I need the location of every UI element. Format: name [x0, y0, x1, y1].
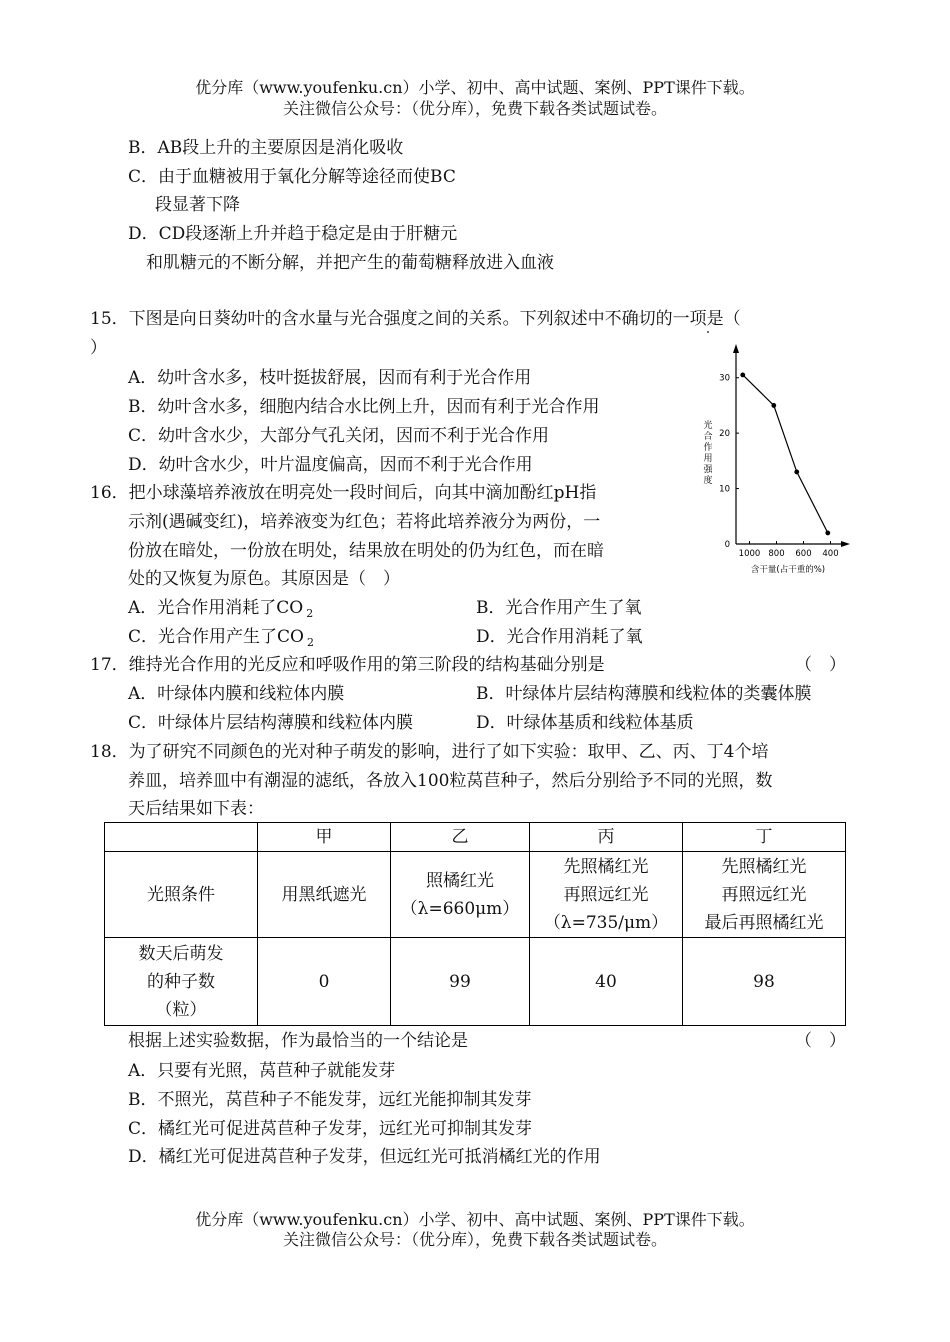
subscript-2: 2	[306, 607, 314, 620]
table-corner-cell	[105, 823, 258, 852]
table-header-row	[105, 823, 846, 852]
q17-option-d[interactable]: D．叶绿体基质和线粒体基质	[476, 713, 694, 733]
cell-ding-count: 98	[683, 938, 846, 1026]
data-point	[794, 470, 799, 475]
q18-option-c[interactable]: C．橘红光可促进莴苣种子发芽，远红光可抑制其发芽	[128, 1119, 533, 1139]
y-axis-label-char: 光	[703, 421, 713, 431]
y-tick-label: 20	[719, 429, 730, 440]
table-header-ding: 丁	[683, 823, 846, 852]
q14-option-b[interactable]: B．AB段上升的主要原因是消化吸收	[128, 138, 404, 158]
y-axis-label-char: 强	[703, 465, 713, 475]
footer-line-2: 关注微信公众号：（优分库），免费下载各类试题试卷。	[282, 1230, 667, 1249]
data-point	[825, 531, 830, 536]
data-point	[771, 403, 776, 408]
q14-option-d[interactable]: D．CD段逐渐上升并趋于稳定是由于肝糖元	[128, 224, 458, 244]
q16-option-c[interactable]: C．光合作用产生了CO $_2$	[128, 627, 314, 649]
q16-option-a[interactable]: A．光合作用消耗了CO $_2$	[128, 598, 314, 620]
x-tick-label: 600	[795, 549, 812, 559]
q18-conclusion-prompt: 根据上述实验数据，作为最恰当的一个结论是	[128, 1031, 468, 1051]
q17-answer-blank[interactable]: （ ）	[795, 655, 846, 675]
y-axis-label-char: 用	[703, 454, 713, 464]
q17-option-c[interactable]: C．叶绿体片层结构薄膜和线粒体内膜	[128, 713, 414, 733]
q14-option-c[interactable]: C．由于血糖被用于氧化分解等途径而使BC	[128, 167, 456, 187]
y-axis-label-char: 作	[703, 443, 713, 453]
cell-yi-count: 99	[391, 938, 530, 1026]
cell-yi-condition: 照橘红光 （λ=660μm）	[391, 852, 530, 938]
row-label-light-condition: 光照条件	[105, 852, 258, 938]
q18-answer-blank[interactable]: （ ）	[795, 1031, 846, 1051]
x-axis-label: 含干量(占干重的%)	[750, 565, 826, 575]
row-label-germinated-count: 数天后萌发 的种子数 （粒）	[105, 938, 258, 1026]
x-axis-arrow	[841, 541, 850, 547]
experiment-table	[104, 822, 846, 1026]
table-header-jia: 甲	[258, 823, 391, 852]
y-axis-label-group	[703, 419, 713, 486]
y-axis-label-char: 度	[703, 476, 713, 486]
q15-option-d[interactable]: D．幼叶含水少，叶片温度偏高，因而不利于光合作用	[128, 455, 533, 475]
q14-option-d-cont: 和肌糖元的不断分解，并把产生的葡萄糖释放进入血液	[146, 253, 554, 273]
cell-jia-condition: 用黑纸遮光	[258, 852, 391, 938]
x-tick-label: 400	[822, 549, 839, 559]
x-tick-label: 800	[768, 549, 785, 559]
x-tick-label: 1000	[738, 549, 761, 559]
table-row	[105, 938, 846, 1026]
table-header-bing: 丙	[530, 823, 683, 852]
y-axis-label-char: 合	[703, 432, 713, 442]
q17-option-b[interactable]: B．叶绿体片层结构薄膜和线粒体的类囊体膜	[476, 684, 812, 704]
y-axis-arrow	[733, 344, 739, 353]
q14-option-c-cont: 段显著下降	[155, 195, 240, 215]
cell-bing-condition: 先照橘红光 再照远红光 （λ=735/μm）	[530, 852, 683, 938]
table-row	[105, 852, 846, 938]
q16-option-d[interactable]: D．光合作用消耗了氧	[476, 627, 643, 647]
q16-stem-cont-3: 处的又恢复为原色。其原因是（ ）	[128, 569, 400, 589]
q16-stem-cont-1: 示剂(遇碱变红)，培养液变为红色；若将此培养液分为两份，一	[128, 512, 601, 532]
q18-option-a[interactable]: A．只要有光照，莴苣种子就能发芽	[128, 1061, 396, 1081]
photosynthesis-water-chart	[698, 330, 860, 580]
table-header-yi: 乙	[391, 823, 530, 852]
q18-stem: 18．为了研究不同颜色的光对种子萌发的影响，进行了如下实验：取甲、乙、丙、丁4个培	[90, 742, 769, 762]
q15-option-b[interactable]: B．幼叶含水多，细胞内结合水比例上升，因而有利于光合作用	[128, 397, 600, 417]
footer-line-1: 优分库（www.youfenku.cn）小学、初中、高中试题、案例、PPT课件下载。	[195, 1210, 755, 1229]
stray-dot	[707, 331, 709, 333]
header-line-1: 优分库（www.youfenku.cn）小学、初中、高中试题、案例、PPT课件下载。	[195, 78, 755, 97]
y-tick-label: 10	[719, 484, 730, 495]
q18-stem-cont-2: 天后结果如下表：	[128, 799, 264, 819]
header-line-2: 关注微信公众号：（优分库），免费下载各类试题试卷。	[282, 99, 667, 118]
data-point	[740, 373, 745, 378]
series-line	[743, 375, 828, 533]
q15-option-a[interactable]: A．幼叶含水多，枝叶挺拔舒展，因而有利于光合作用	[128, 368, 532, 388]
cell-bing-count: 40	[530, 938, 683, 1026]
q17-option-a[interactable]: A．叶绿体内膜和线粒体内膜	[128, 684, 345, 704]
cell-ding-condition: 先照橘红光 再照远红光 最后再照橘红光	[683, 852, 846, 938]
q18-stem-cont-1: 养皿，培养皿中有潮湿的滤纸，各放入100粒莴苣种子，然后分别给予不同的光照，数	[128, 771, 773, 791]
q15-stem-cont: ）	[90, 338, 107, 358]
q18-option-d[interactable]: D．橘红光可促进莴苣种子发芽，但远红光可抵消橘红光的作用	[128, 1147, 601, 1167]
subscript-2: 2	[306, 636, 314, 649]
q16-option-b[interactable]: B．光合作用产生了氧	[476, 598, 642, 618]
q17-stem: 17．维持光合作用的光反应和呼吸作用的第三阶段的结构基础分别是	[90, 655, 605, 675]
q16-stem: 16．把小球藻培养液放在明亮处一段时间后，向其中滴加酚红pH指	[90, 483, 597, 503]
q15-stem: 15．下图是向日葵幼叶的含水量与光合强度之间的关系。下列叙述中不确切的一项是（	[90, 309, 741, 329]
cell-jia-count: 0	[258, 938, 391, 1026]
q18-option-b[interactable]: B．不照光，莴苣种子不能发芽，远红光能抑制其发芽	[128, 1090, 532, 1110]
q16-stem-cont-2: 份放在暗处，一份放在明处，结果放在明处的仍为红色，而在暗	[128, 541, 604, 561]
y-tick-label: 30	[719, 373, 730, 384]
y-tick-label: 0	[724, 540, 730, 550]
q15-option-c[interactable]: C．幼叶含水少，大部分气孔关闭，因而不利于光合作用	[128, 426, 550, 446]
